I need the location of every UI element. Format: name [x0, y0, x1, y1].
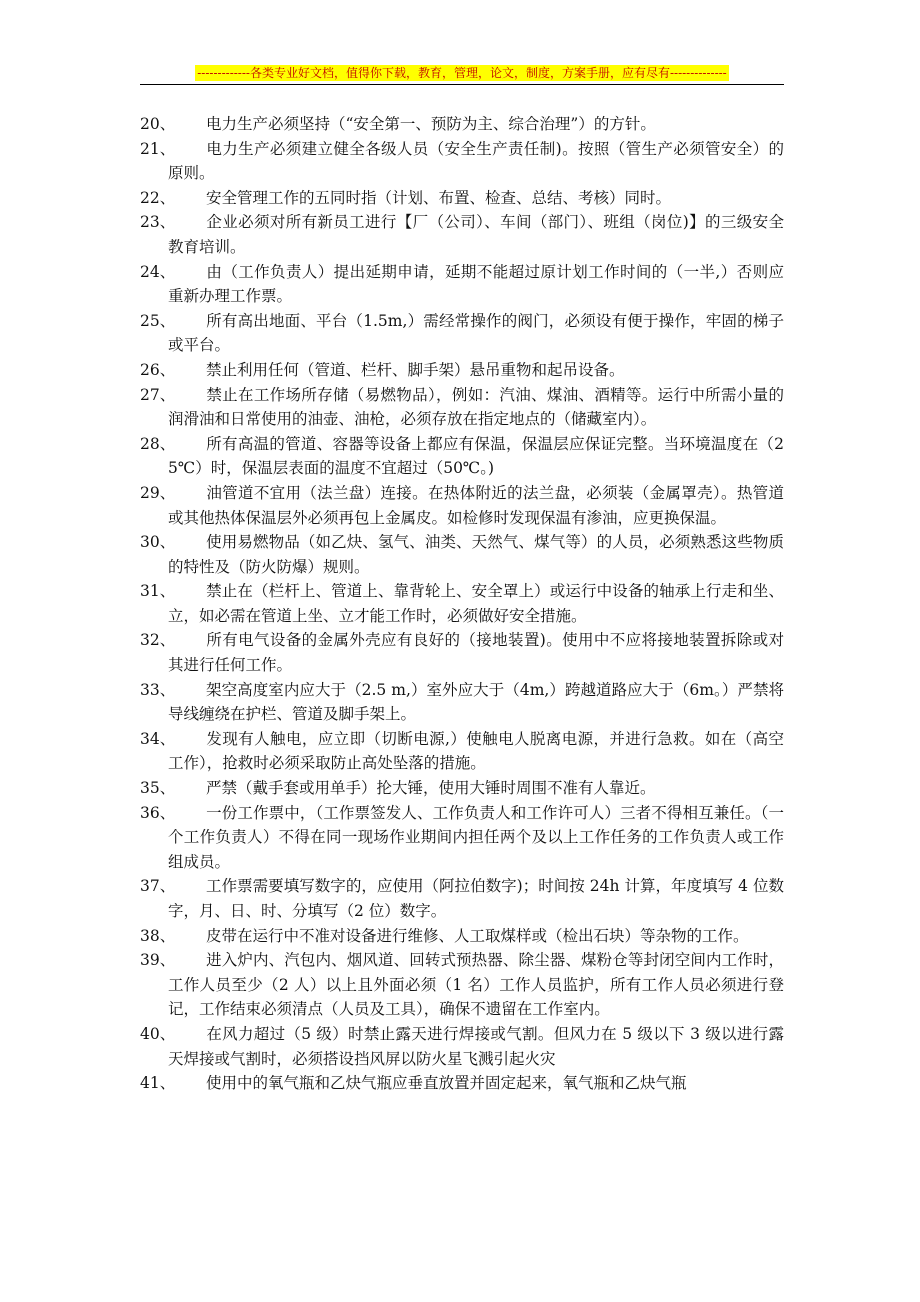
page-header [140, 62, 784, 81]
item-number: 32、 [140, 631, 176, 650]
item-text: 所有高温的管道、容器等设备上都应有保温，保温层应保证完整。当环境温度在（25℃）时，保温层表面的温度不宜超过（50℃。) [168, 434, 784, 478]
question-list [140, 112, 784, 1096]
item-text: 所有高出地面、平台（1.5m,）需经常操作的阀门，必须设有便于操作，牢固的梯子或平台。 [168, 311, 784, 355]
list-item [140, 112, 784, 137]
list-item [140, 481, 784, 530]
list-item [140, 530, 784, 579]
item-text: 所有电气设备的金属外壳应有良好的（接地装置)。使用中不应将接地装置拆除或对其进行任何工作。 [168, 631, 784, 675]
item-number: 22、 [140, 188, 176, 207]
list-item [140, 1071, 784, 1096]
item-number: 38、 [140, 926, 176, 945]
header-banner: -------------各类专业好文档，值得你下载，教育，管理，论文，制度，方案手册，应有尽有-------------- [197, 66, 727, 80]
item-number: 35、 [140, 779, 176, 798]
list-item [140, 383, 784, 432]
item-text: 在风力超过（5 级）时禁止露天进行焊接或气割。但风力在 5 级以下 3 级以进行露天焊接或气割时，必须搭设挡风屏以防火星飞溅引起火灾 [168, 1024, 784, 1068]
item-text: 使用易燃物品（如乙炔、氢气、油类、天然气、煤气等）的人员，必须熟悉这些物质的特性及（防火防爆）规则。 [168, 533, 784, 576]
item-number: 39、 [140, 951, 176, 970]
list-item [140, 776, 784, 801]
item-number: 33、 [140, 680, 176, 699]
item-text: 由（工作负责人）提出延期申请，延期不能超过原计划工作时间的（一半,）否则应重新办理工作票。 [168, 262, 784, 306]
list-item [140, 678, 784, 727]
item-text: 一份工作票中，（工作票签发人、工作负责人和工作许可人）三者不得相互兼任。（一个工作负责人）不得在同一现场作业期间内担任两个及以上工作任务的工作负责人或工作组成员。 [168, 803, 784, 871]
list-item [140, 948, 784, 1022]
item-text: 安全管理工作的五同时指（计划、布置、检查、总结、考核）同时。 [206, 188, 672, 207]
item-text: 严禁（戴手套或用单手）抡大锤，使用大锤时周围不准有人靠近。 [206, 779, 656, 798]
item-text: 发现有人触电，应立即（切断电源,）使触电人脱离电源，并进行急救。如在（高空工作），抢救时必须采取防止高处坠落的措施。 [168, 729, 784, 773]
item-number: 28、 [140, 434, 176, 453]
list-item [140, 874, 784, 923]
item-text: 电力生产必须建立健全各级人员（安全生产责任制)。按照（管生产必须管安全）的原则。 [168, 139, 784, 183]
item-text: 皮带在运行中不准对设备进行维修、人工取煤样或（检出石块）等杂物的工作。 [206, 926, 749, 945]
item-text: 工作票需要填写数字的，应使用（阿拉伯数字)；时间按 24h 计算，年度填写 4 位数字，月、日、时、分填写（2 位）数字。 [168, 877, 784, 920]
list-item [140, 727, 784, 776]
item-text: 进入炉内、汽包内、烟风道、回转式预热器、除尘器、煤粉仓等封闭空间内工作时，工作人员至少（2 人）以上且外面必须（1 名）工作人员监护，所有工作人员必须进行登记，工作结束必须清点（人员及工具），确保不遗留在工作室内。 [168, 951, 784, 1019]
item-text: 禁止利用任何（管道、栏杆、脚手架）悬吊重物和起吊设备。 [206, 360, 625, 379]
item-number: 20、 [140, 115, 176, 133]
list-item [140, 628, 784, 677]
item-text: 油管道不宜用（法兰盘）连接。在热体附近的法兰盘，必须装（金属罩壳）。热管道或其他热体保温层外必须再包上金属皮。如检修时发现保温有渗油，应更换保温。 [168, 483, 784, 527]
item-number: 34、 [140, 729, 176, 748]
item-number: 31、 [140, 582, 176, 601]
list-item [140, 924, 784, 949]
item-number: 24、 [140, 262, 176, 281]
list-item [140, 432, 784, 481]
list-item [140, 358, 784, 383]
list-item [140, 309, 784, 358]
item-text: 禁止在（栏杆上、管道上、靠背轮上、安全罩上）或运行中设备的轴承上行走和坐、立，如必需在管道上坐、立才能工作时，必须做好安全措施。 [168, 582, 784, 625]
list-item [140, 1022, 784, 1071]
item-text: 禁止在工作场所存储（易燃物品），例如：汽油、煤油、酒精等。运行中所需小量的润滑油和日常使用的油壶、油枪，必须存放在指定地点的（储藏室内）。 [168, 385, 784, 429]
item-number: 23、 [140, 213, 176, 232]
item-number: 25、 [140, 311, 176, 330]
item-text: 企业必须对所有新员工进行【厂（公司）、车间（部门）、班组（岗位)】的三级安全教育培训。 [168, 213, 784, 256]
item-number: 41、 [140, 1074, 176, 1093]
list-item [140, 801, 784, 875]
item-number: 27、 [140, 385, 176, 404]
item-number: 36、 [140, 803, 176, 822]
item-number: 37、 [140, 877, 176, 896]
header-divider [140, 84, 784, 85]
list-item [140, 260, 784, 309]
list-item [140, 186, 784, 211]
list-item [140, 579, 784, 628]
item-number: 30、 [140, 533, 176, 552]
item-text: 架空高度室内应大于（2.5 m,）室外应大于（4m,）跨越道路应大于（6m。）严禁将导线缠绕在护栏、管道及脚手架上。 [168, 680, 784, 724]
item-number: 26、 [140, 360, 176, 379]
list-item [140, 137, 784, 186]
item-number: 29、 [140, 483, 176, 502]
item-text: 电力生产必须坚持（“安全第一、预防为主、综合治理”）的方针。 [206, 115, 656, 133]
list-item [140, 210, 784, 259]
item-number: 40、 [140, 1024, 176, 1043]
item-text: 使用中的氧气瓶和乙炔气瓶应垂直放置并固定起来，氧气瓶和乙炔气瓶 [206, 1074, 687, 1093]
item-number: 21、 [140, 139, 176, 158]
